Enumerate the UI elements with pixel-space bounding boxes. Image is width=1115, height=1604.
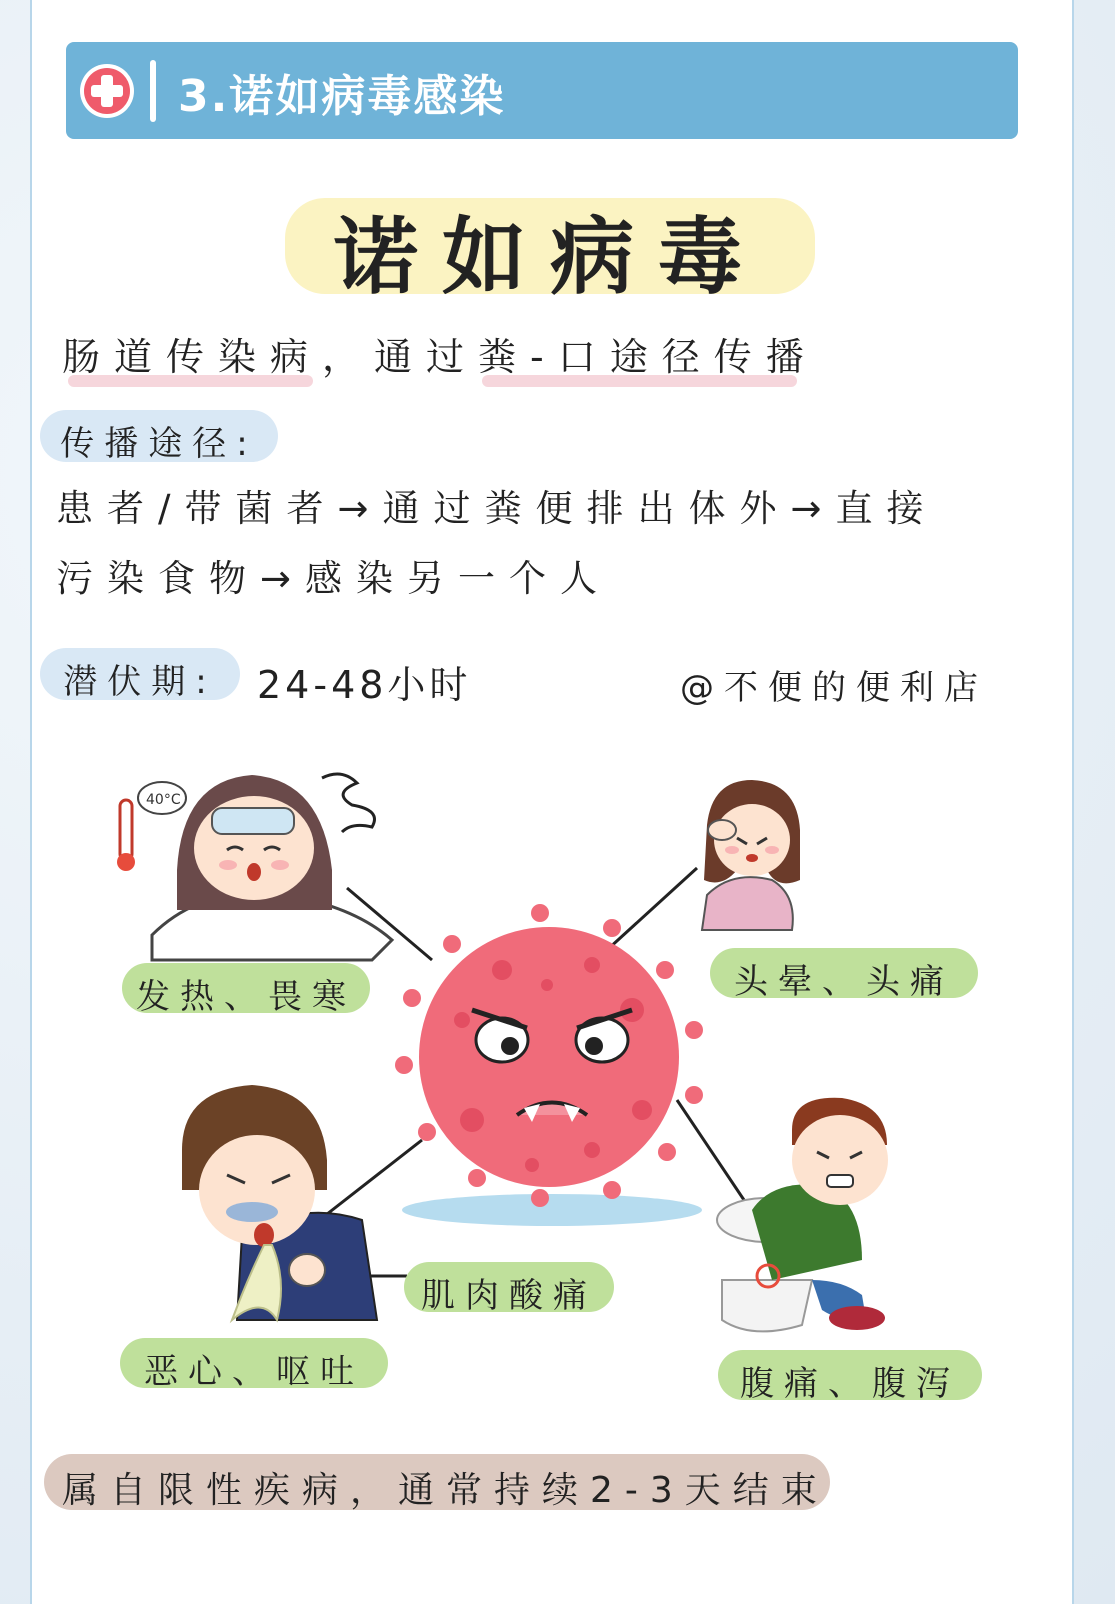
connector-line xyxy=(607,868,697,950)
author-credit: @不便的便利店 xyxy=(680,668,988,708)
content-card xyxy=(30,0,1074,1604)
fever-person-illustration xyxy=(117,774,392,960)
transmission-route-line2: 污染食物→感染另一个人 xyxy=(56,557,612,600)
symptom-muscle: 肌肉酸痛 xyxy=(421,1276,597,1316)
incubation-label: 潜伏期: xyxy=(63,662,217,702)
transmission-label: 传播途径: xyxy=(60,424,258,464)
transmission-label-pill xyxy=(40,410,278,462)
symptom-nausea: 恶心、呕吐 xyxy=(144,1352,364,1392)
header-divider xyxy=(150,60,156,122)
section-header xyxy=(66,42,1018,139)
symptom-fever: 发热、畏寒 xyxy=(136,977,356,1017)
symptom-pill-fever xyxy=(122,963,370,1017)
main-title: 诺如病毒 xyxy=(333,208,766,306)
incubation-value: 24-48小时 xyxy=(257,663,472,707)
thermometer-reading: 40°C xyxy=(146,792,181,808)
medical-cross-icon xyxy=(78,62,136,120)
incubation-label-pill xyxy=(40,648,240,700)
symptom-abdominal: 腹痛、腹泻 xyxy=(740,1364,960,1404)
connector-line xyxy=(677,1100,744,1200)
summary-text: 肠道传染病，通过粪-口途径传播 xyxy=(62,335,818,379)
virus-shadow xyxy=(402,1194,702,1226)
virus-icon xyxy=(395,904,703,1207)
footer-note: 属自限性疾病，通常持续2-3天结束 xyxy=(62,1470,829,1511)
transmission-route-line1: 患者/带菌者→通过粪便排出体外→直接 xyxy=(56,487,938,530)
section-title: 3.诺如病毒感染 xyxy=(178,71,506,122)
symptom-pill-dizzy xyxy=(710,948,978,1002)
symptom-pill-abdominal xyxy=(718,1350,982,1404)
dizzy-person-illustration xyxy=(702,780,800,930)
abdominal-person-illustration xyxy=(717,1098,888,1332)
nausea-person-illustration xyxy=(182,1085,377,1320)
symptom-pill-muscle xyxy=(404,1262,614,1316)
symptom-pill-nausea xyxy=(120,1338,388,1392)
footer-note-pill xyxy=(44,1454,830,1510)
symptom-dizzy: 头晕、头痛 xyxy=(734,962,954,1002)
